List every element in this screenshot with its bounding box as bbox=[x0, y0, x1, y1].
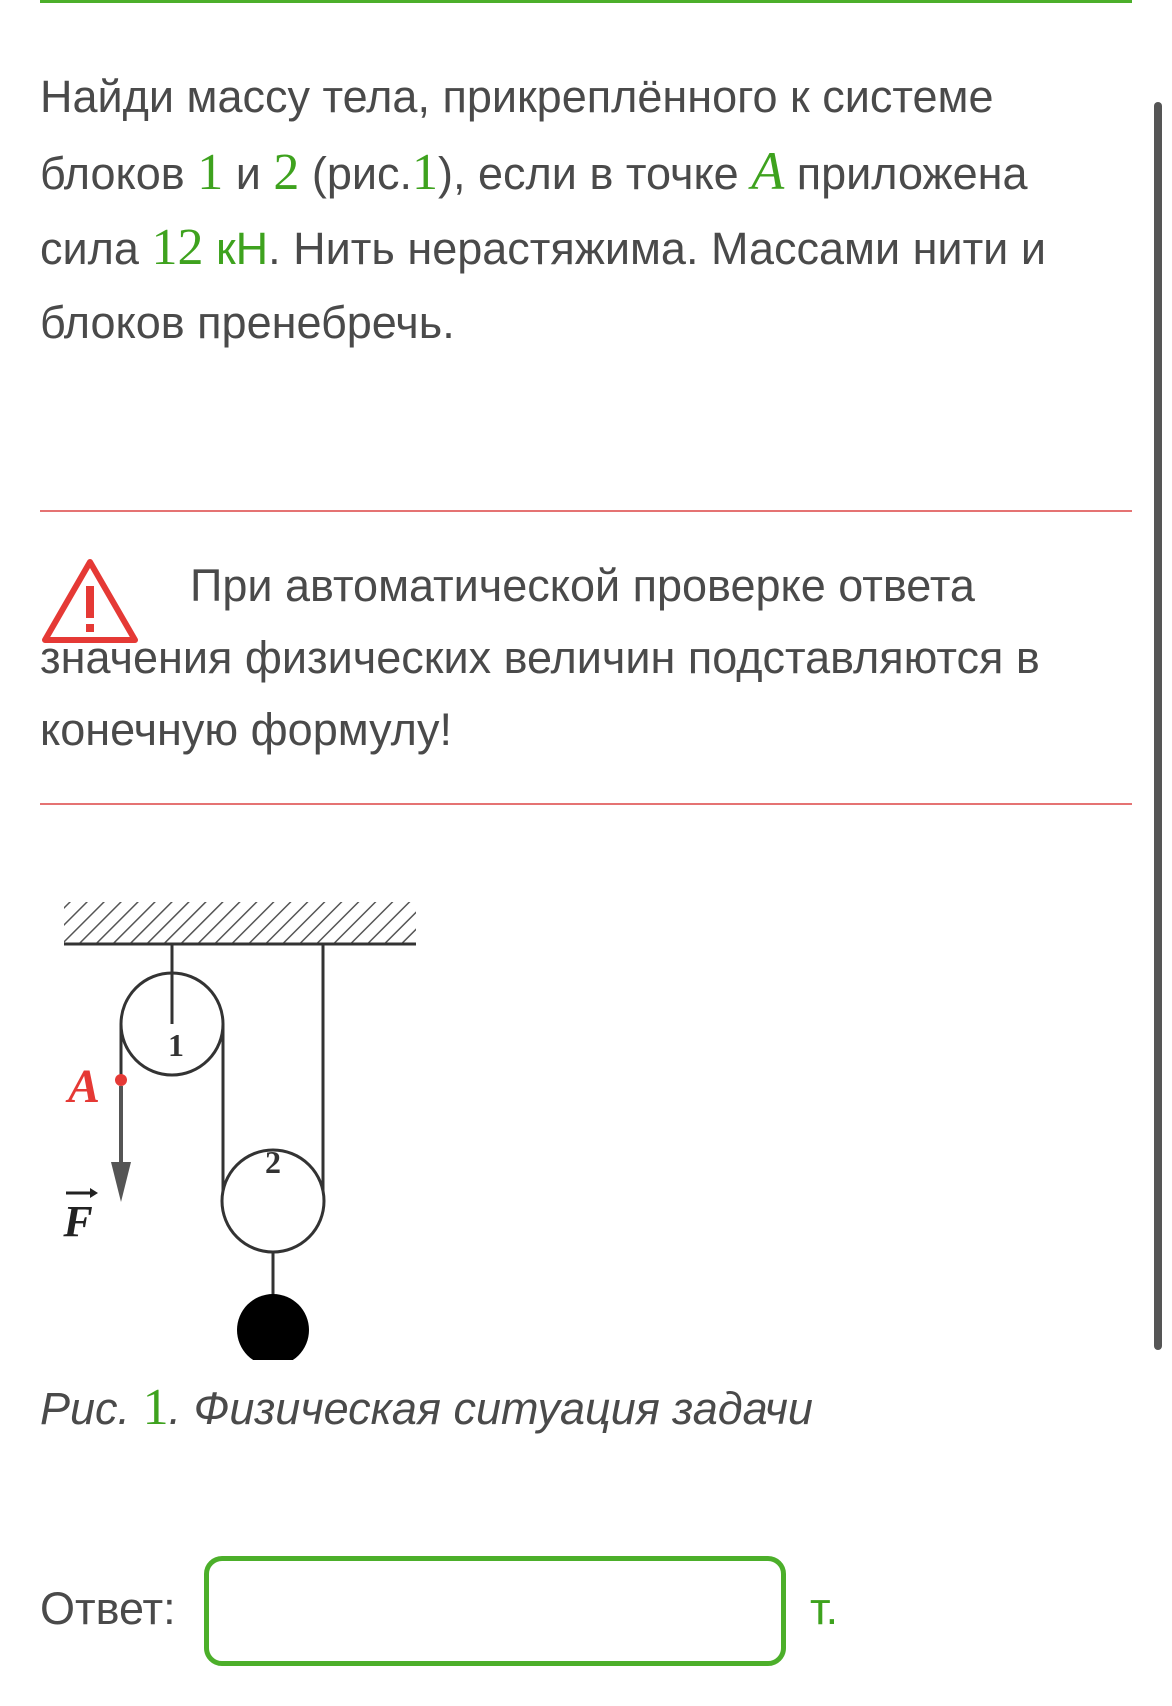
task-fig-suffix: ), если в точке bbox=[438, 148, 739, 199]
task-applied-word: приложена сила bbox=[40, 148, 1028, 274]
figure-caption bbox=[40, 1378, 813, 1437]
block-1-number: 1 bbox=[197, 144, 224, 201]
force-arrow bbox=[111, 1086, 131, 1202]
point-a-dot bbox=[115, 1074, 127, 1086]
task-fig-number: 1 bbox=[412, 144, 439, 201]
block-2-number: 2 bbox=[273, 144, 300, 201]
caption-number: 1 bbox=[142, 1379, 169, 1436]
scrollbar[interactable] bbox=[1154, 102, 1162, 1350]
block-2-label: 2 bbox=[265, 1144, 281, 1180]
block-1-label: 1 bbox=[168, 1027, 184, 1063]
load-mass bbox=[237, 1294, 309, 1360]
task-rest: . Нить нерастяжима. Массами нити и блоков пренебречь. bbox=[40, 223, 1046, 348]
warning-top-divider bbox=[40, 510, 1132, 512]
warning-bottom-divider bbox=[40, 803, 1132, 805]
force-value: 12 bbox=[151, 219, 204, 276]
caption-text: . Физическая ситуация задачи bbox=[168, 1383, 813, 1434]
point-a-variable: A bbox=[751, 141, 785, 201]
task-fig-prefix: (рис. bbox=[311, 148, 413, 199]
task-and-word: и bbox=[235, 148, 261, 199]
top-divider bbox=[40, 0, 1132, 3]
task-line-1: Найди массу тела, прикреплённого к системе bbox=[40, 71, 994, 122]
task-text bbox=[40, 60, 1090, 360]
force-label-group bbox=[62, 1188, 98, 1246]
answer-label: Ответ: bbox=[40, 1583, 176, 1634]
force-unit: кН bbox=[215, 223, 269, 274]
point-a-label: A bbox=[67, 1060, 101, 1113]
force-label: F bbox=[63, 1197, 93, 1246]
ceiling bbox=[64, 902, 416, 944]
task-blocks-word: блоков bbox=[40, 148, 185, 199]
answer-input[interactable] bbox=[204, 1556, 786, 1666]
answer-unit: т. bbox=[810, 1583, 839, 1634]
warning-text: При автоматической проверке ответа значения физических величин подставляются в конечную формулу! bbox=[40, 560, 1040, 755]
pulley-diagram bbox=[40, 880, 460, 1360]
caption-prefix: Рис. bbox=[40, 1383, 131, 1434]
